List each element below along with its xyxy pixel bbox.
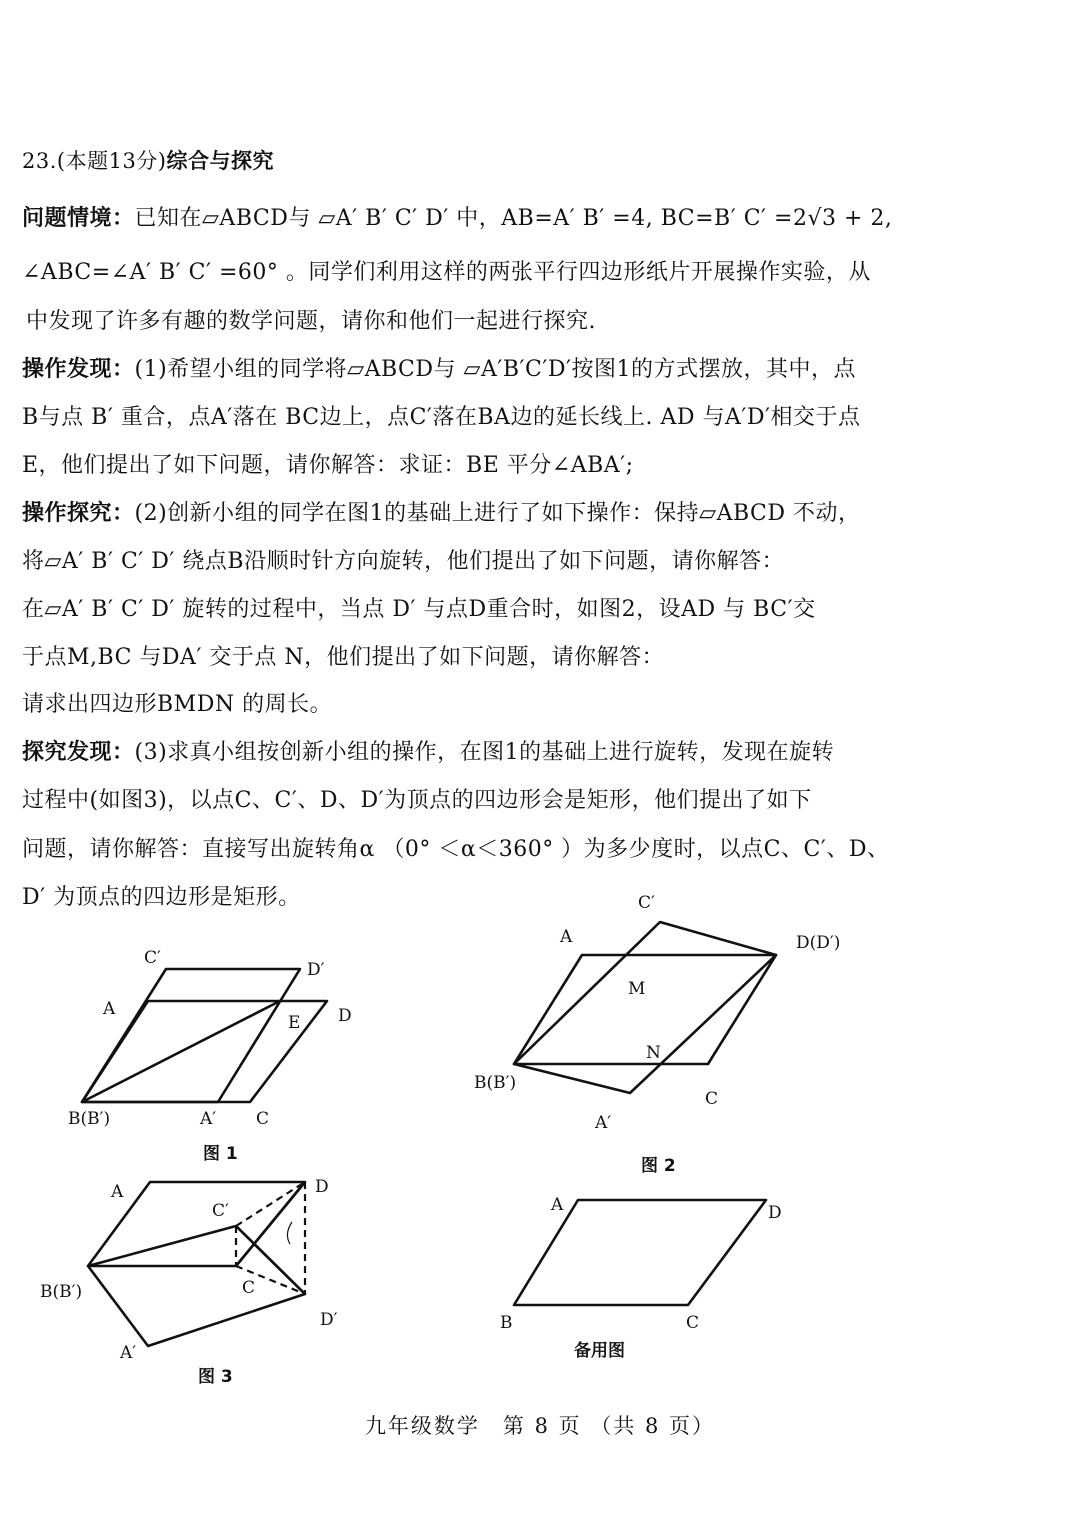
fig2-label-c: C bbox=[705, 1089, 719, 1109]
fig1-label-b: B(B′) bbox=[68, 1109, 111, 1129]
text-line-11: 请求出四边形BMDN 的周长。 bbox=[22, 692, 333, 717]
fig2-parallelogram-abcd bbox=[514, 955, 776, 1064]
fig1-caption: 图 1 bbox=[203, 1144, 238, 1164]
section-label-discovery: 操作发现： bbox=[22, 357, 135, 382]
fig3-label-a1: A′ bbox=[120, 1343, 137, 1363]
fig2-label-m: M bbox=[628, 979, 646, 999]
text-line-6: E，他们提出了如下问题，请你解答：求证：BE 平分∠ABA′; bbox=[22, 453, 634, 478]
problem-number: 23.(本题13分) bbox=[22, 149, 167, 173]
fig2-label-a1: A′ bbox=[595, 1113, 612, 1133]
text-line-15: D′ 为顶点的四边形是矩形。 bbox=[22, 885, 301, 910]
text-line-8: 将▱A′ B′ C′ D′ 绕点B沿顺时针方向旋转，他们提出了如下问题，请你解答： bbox=[22, 549, 785, 574]
fig4-parallelogram-abcd bbox=[514, 1200, 766, 1305]
fig3-label-b: B(B′) bbox=[40, 1282, 83, 1302]
text-line-12 bbox=[22, 738, 834, 768]
fig4-label-c: C bbox=[686, 1313, 700, 1333]
text-line-3: 中发现了许多有趣的数学问题，请你和他们一起进行探究. bbox=[26, 309, 596, 334]
text-line-10: 于点M,BC 与DA′ 交于点 N，他们提出了如下问题，请你解答： bbox=[22, 645, 665, 670]
text-line-5: B与点 B′ 重合，点A′落在 BC边上，点C′落在BA边的延长线上. AD 与A′D′相交于点 bbox=[22, 405, 861, 430]
figure-3 bbox=[0, 1170, 380, 1390]
problem-header bbox=[22, 146, 274, 176]
figure-backup bbox=[470, 1180, 850, 1380]
fig2-label-b: B(B′) bbox=[474, 1073, 517, 1093]
fig4-caption: 备用图 bbox=[574, 1341, 625, 1361]
text-line-4 bbox=[22, 355, 856, 385]
fig3-label-d: D bbox=[315, 1177, 329, 1197]
fig1-label-a: A bbox=[103, 999, 116, 1019]
text-line-1 bbox=[22, 204, 892, 234]
fig3-angle-mark bbox=[287, 1222, 292, 1244]
text-line-2: ∠ABC=∠A′ B′ C′ =60° 。同学们利用这样的两张平行四边形纸片开展操作实验，从 bbox=[22, 260, 871, 285]
page-footer: 九年级数学 第 8 页 （共 8 页） bbox=[364, 1414, 716, 1438]
fig3-caption: 图 3 bbox=[198, 1367, 233, 1387]
text-line-13: 过程中(如图3)，以点C、C′、D、D′为顶点的四边形会是矩形，他们提出了如下 bbox=[22, 788, 812, 813]
line-4-text: (1)希望小组的同学将▱ABCD与 ▱A′B′C′D′按图1的方式摆放，其中，点 bbox=[134, 357, 856, 382]
fig3-diagonal-c-d bbox=[236, 1182, 305, 1266]
fig3-label-c: C bbox=[242, 1278, 256, 1298]
text-line-7 bbox=[22, 499, 861, 529]
fig3-parallelogram-a1b1c1d1 bbox=[88, 1226, 305, 1346]
figure-2 bbox=[460, 880, 880, 1180]
fig1-label-c1: C′ bbox=[144, 948, 161, 968]
fig3-label-d1: D′ bbox=[320, 1310, 338, 1330]
text-line-9: 在▱A′ B′ C′ D′ 旋转的过程中，当点 D′ 与点D重合时，如图2，设AD 与 BC′交 bbox=[22, 597, 816, 622]
section-label-situation: 问题情境： bbox=[22, 206, 135, 231]
fig4-label-d: D bbox=[768, 1203, 782, 1223]
fig2-label-n: N bbox=[646, 1043, 661, 1063]
section-label-exploration: 操作探究： bbox=[22, 501, 135, 526]
fig4-label-b: B bbox=[500, 1313, 513, 1333]
fig3-label-a: A bbox=[111, 1182, 124, 1202]
fig1-label-a1: A′ bbox=[200, 1109, 217, 1129]
line-12-text: (3)求真小组按创新小组的操作，在图1的基础上进行旋转，发现在旋转 bbox=[134, 740, 835, 765]
problem-title: 综合与探究 bbox=[166, 149, 275, 173]
fig1-label-d: D bbox=[338, 1006, 352, 1026]
fig2-label-c1: C′ bbox=[638, 893, 655, 913]
fig1-parallelogram-a1b1c1d1 bbox=[82, 969, 300, 1102]
fig2-label-a: A bbox=[560, 927, 573, 947]
fig2-parallelogram-a1b1c1d1 bbox=[514, 922, 776, 1093]
fig1-label-e: E bbox=[288, 1013, 301, 1033]
fig1-label-c: C bbox=[256, 1109, 270, 1129]
line-1-text: 已知在▱ABCD与 ▱A′ B′ C′ D′ 中，AB=A′ B′ =4, BC=B′ C′ =2√3 + 2, bbox=[134, 206, 893, 231]
figure-1 bbox=[0, 930, 380, 1170]
fig4-label-a: A bbox=[551, 1195, 564, 1215]
fig2-caption: 图 2 bbox=[641, 1156, 676, 1176]
text-line-14: 问题，请你解答：直接写出旋转角α （0° ＜α＜360° ）为多少度时，以点C、C′、D、 bbox=[22, 837, 890, 862]
line-7-text: (2)创新小组的同学在图1的基础上进行了如下操作：保持▱ABCD 不动， bbox=[134, 501, 861, 526]
fig3-dashed-c1-d bbox=[236, 1182, 305, 1226]
fig1-label-d1: D′ bbox=[307, 960, 325, 980]
section-label-inquiry: 探究发现： bbox=[22, 740, 135, 765]
fig2-label-d: D(D′) bbox=[796, 933, 841, 953]
fig3-label-c1: C′ bbox=[212, 1201, 229, 1221]
